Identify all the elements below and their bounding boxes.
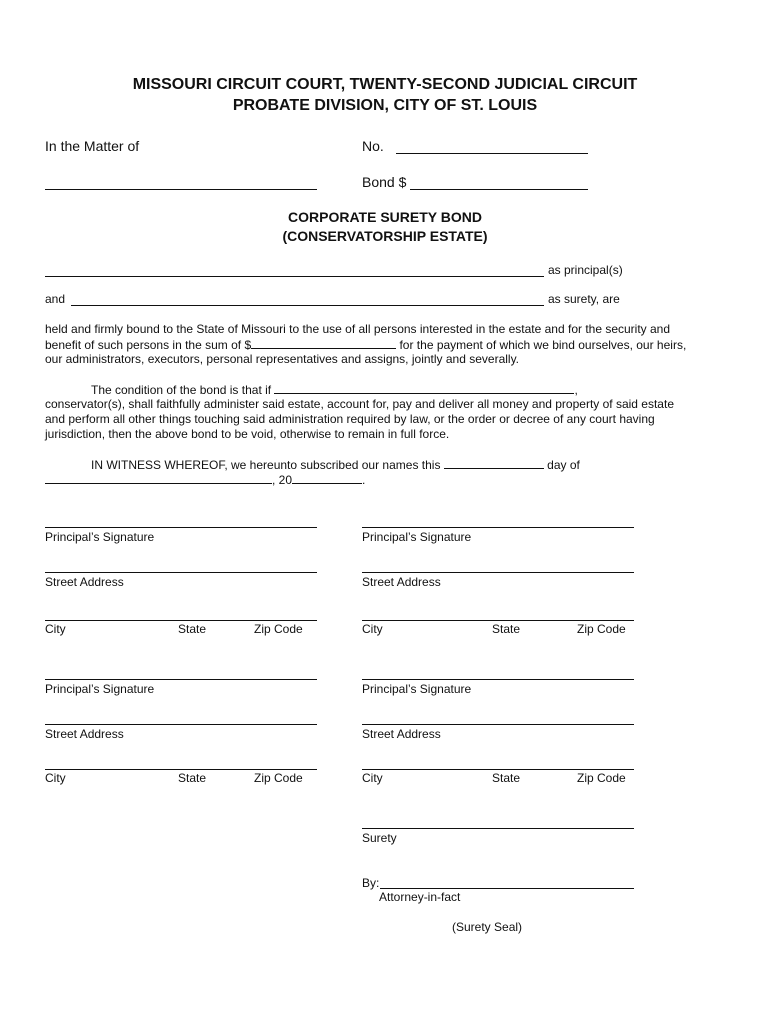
- witness-day-field[interactable]: [444, 457, 544, 469]
- witness-line-1: [91, 457, 580, 473]
- principal-signature-line-3[interactable]: [45, 679, 317, 680]
- street-address-line-4[interactable]: [362, 724, 634, 725]
- condition-start: The condition of the bond is that if: [91, 383, 272, 397]
- principal-signature-label: Principal’s Signature: [362, 682, 472, 696]
- state-label: State: [492, 622, 521, 636]
- zip-label: Zip Code: [577, 771, 626, 785]
- case-no-field[interactable]: [396, 153, 588, 154]
- bond-amount-field[interactable]: [410, 189, 588, 190]
- held-line-2: [45, 337, 686, 353]
- held-line-1: held and firmly bound to the State of Missouri to the use of all persons interested in the estate and for the security and: [45, 322, 671, 336]
- principal-signature-label: Principal’s Signature: [45, 682, 155, 696]
- city-label: City: [362, 771, 383, 785]
- bond-title: CORPORATE SURETY BOND: [288, 209, 482, 225]
- state-label: State: [492, 771, 521, 785]
- attorney-in-fact-label: Attorney-in-fact: [379, 890, 461, 904]
- surety-signature-line[interactable]: [362, 828, 634, 829]
- conservator-name-field[interactable]: [274, 382, 574, 394]
- street-address-label: Street Address: [362, 727, 441, 741]
- principal-signature-label: Principal’s Signature: [362, 530, 472, 544]
- bond-subtitle: (CONSERVATORSHIP ESTATE): [282, 228, 488, 244]
- principal-signature-label: Principal’s Signature: [45, 530, 155, 544]
- zip-label: Zip Code: [577, 622, 626, 636]
- held-line-2-start: benefit of such persons in the sum of $: [45, 338, 252, 352]
- state-label: State: [178, 771, 207, 785]
- street-address-line-2[interactable]: [362, 572, 634, 573]
- held-line-3: our administrators, executors, personal representatives and assigns, jointly and severally.: [45, 352, 520, 366]
- principal-signature-line-1[interactable]: [45, 527, 317, 528]
- held-line-2-end: for the payment of which we bind ourselves, our heirs,: [399, 338, 687, 352]
- condition-line-1: [91, 382, 578, 398]
- zip-label: Zip Code: [254, 771, 303, 785]
- court-title: MISSOURI CIRCUIT COURT, TWENTY-SECOND JUDICIAL CIRCUIT: [132, 76, 638, 93]
- bond-amount-label: Bond $: [362, 174, 407, 190]
- city-label: City: [45, 622, 66, 636]
- condition-comma: ,: [574, 383, 578, 397]
- street-address-line-1[interactable]: [45, 572, 317, 573]
- case-no-label: No.: [362, 138, 384, 154]
- condition-line-3: and perform all other things touching said administration required by law, or the order or decree of any court having: [45, 412, 655, 426]
- street-address-line-3[interactable]: [45, 724, 317, 725]
- street-address-label: Street Address: [45, 575, 124, 589]
- city-label: City: [45, 771, 66, 785]
- city-state-zip-line-2[interactable]: [362, 620, 634, 621]
- witness-year-prefix: , 20: [272, 473, 293, 487]
- city-state-zip-line-1[interactable]: [45, 620, 317, 621]
- bond-sum-field[interactable]: [251, 337, 396, 349]
- principal-name-field[interactable]: [45, 276, 544, 277]
- attorney-signature-line[interactable]: [380, 888, 634, 889]
- witness-period: .: [362, 473, 366, 487]
- surety-seal-label: (Surety Seal): [452, 920, 523, 934]
- street-address-label: Street Address: [362, 575, 441, 589]
- zip-label: Zip Code: [254, 622, 303, 636]
- principal-suffix: as principal(s): [548, 263, 623, 277]
- city-state-zip-line-3[interactable]: [45, 769, 317, 770]
- principal-signature-line-4[interactable]: [362, 679, 634, 680]
- by-label: By:: [362, 876, 380, 890]
- division-title: PROBATE DIVISION, CITY OF ST. LOUIS: [232, 97, 538, 114]
- surety-name-field[interactable]: [71, 305, 544, 306]
- surety-suffix: as surety, are: [548, 292, 620, 306]
- condition-line-4: jurisdiction, then the above bond to be void, otherwise to remain in full force.: [45, 427, 450, 441]
- condition-line-2: conservator(s), shall faithfully administer said estate, account for, pay and deliver all money and property of said estate: [45, 397, 674, 411]
- matter-name-field[interactable]: [45, 189, 317, 190]
- witness-start: IN WITNESS WHEREOF, we hereunto subscribed our names this: [91, 458, 441, 472]
- witness-day-of: day of: [547, 458, 580, 472]
- city-state-zip-line-4[interactable]: [362, 769, 634, 770]
- witness-line-2: [45, 472, 365, 488]
- matter-label: In the Matter of: [45, 138, 140, 154]
- principal-signature-line-2[interactable]: [362, 527, 634, 528]
- and-label: and: [45, 292, 66, 306]
- witness-year-field[interactable]: [292, 472, 362, 484]
- witness-month-field[interactable]: [45, 472, 272, 484]
- city-label: City: [362, 622, 383, 636]
- state-label: State: [178, 622, 207, 636]
- street-address-label: Street Address: [45, 727, 124, 741]
- surety-label: Surety: [362, 831, 397, 845]
